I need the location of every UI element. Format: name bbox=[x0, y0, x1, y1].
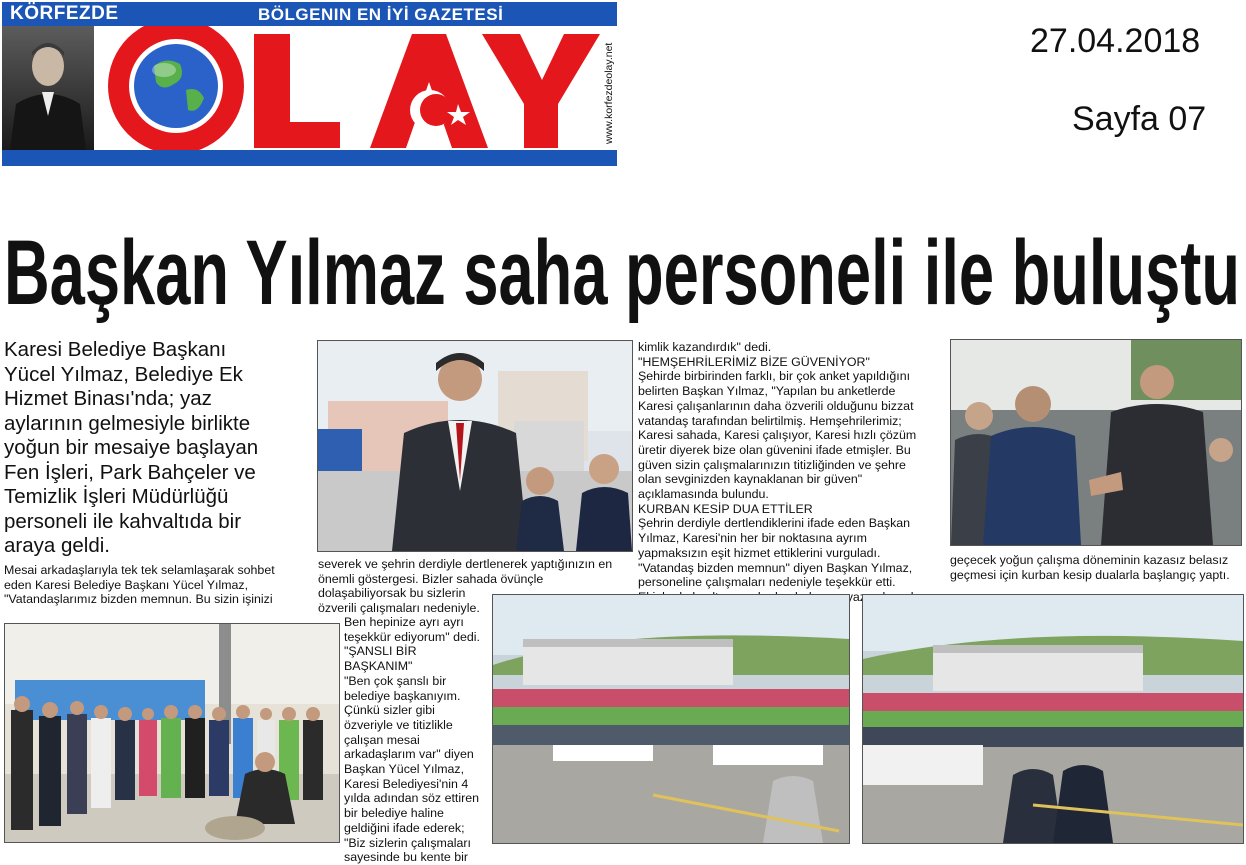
lead-paragraph bbox=[4, 338, 314, 559]
text-line: severek ve şehrin derdiyle dertlenerek yaptığınızın en bbox=[318, 557, 613, 571]
subheading: KURBAN KESİP DUA ETTİLER bbox=[638, 501, 813, 516]
subheading: "HEMŞEHRİLERİMİZ BİZE GÜVENİYOR" bbox=[638, 354, 870, 369]
lead-line: Temizlik İşleri Müdürlüğü bbox=[4, 485, 229, 508]
text-line: çalışan mesai bbox=[344, 732, 420, 747]
text-line: sayesinde bu kente bir bbox=[344, 850, 468, 865]
headline-text: Başkan Yılmaz saha personeli ile buluştu bbox=[4, 222, 1240, 324]
text-line: "Ben çok şanslı bir bbox=[344, 673, 447, 688]
photo-handshake bbox=[950, 339, 1242, 546]
lead-line: personeli ile kahvaltıda bir bbox=[4, 509, 242, 533]
site-url-text: www.korfezdeolay.net bbox=[603, 42, 615, 144]
portrait-image bbox=[2, 26, 94, 150]
photo-breakfast-tables-1 bbox=[492, 594, 850, 844]
lead-line: Karesi Belediye Başkanı bbox=[4, 338, 227, 361]
olay-logo bbox=[94, 26, 600, 150]
lead-line: Yücel Yılmaz, Belediye Ek bbox=[4, 362, 243, 386]
text-line: eden Karesi Belediye Başkanı Yücel Yılmaz, bbox=[4, 577, 249, 592]
crowd-rows bbox=[493, 689, 849, 745]
subheading: "ŞANSLI BİR bbox=[344, 644, 417, 659]
text-line: üretir diyerek bize olan güvenini ifade etmişler. Bu bbox=[638, 442, 911, 457]
text-line: arkadaşlarım var" diyen bbox=[344, 747, 474, 762]
text-line: güven sizin çalışmalarınızın titizliğinden ve şehre bbox=[638, 457, 906, 472]
text-line: Karesi çalışanlarının daha özverili olduğunu bizzat bbox=[638, 398, 914, 413]
text-line: açıklamasında bulundu. bbox=[638, 487, 769, 502]
text-line: Çünkü sizler gibi bbox=[344, 703, 435, 718]
article-column-4 bbox=[950, 553, 1244, 582]
article-headline bbox=[4, 220, 1244, 326]
article-column-3 bbox=[638, 340, 950, 605]
page-number: Sayfa 07 bbox=[1072, 100, 1207, 138]
text-line: teşekkür ediyorum" dedi. bbox=[344, 629, 480, 644]
photo-mayor-smiling bbox=[317, 340, 633, 552]
lead-line: aylarının gelmesiyle birlikte bbox=[4, 411, 251, 435]
newspaper-masthead bbox=[2, 2, 617, 168]
text-line: kimlik kazandırdık" dedi. bbox=[638, 340, 772, 354]
text-line: geldiğini ifade ederek; bbox=[344, 820, 465, 835]
text-line: yaz bbox=[846, 589, 866, 604]
text-line: olan sevginizden kaynaklanan bir güven" bbox=[638, 472, 863, 487]
text-line: Karesi sahada, Karesi çalışıyor, Karesi hızlı çözüm bbox=[638, 428, 917, 443]
text-line: Mesai arkadaşlarıyla tek tek selamlaşarak sohbet bbox=[4, 563, 275, 577]
text-line: dolaşabiliyorsak bu sizlerin bbox=[318, 586, 466, 601]
text-line: Şehrin derdiyle dertlendiklerini ifade eden Başkan bbox=[638, 516, 911, 531]
text-line: Karesi Belediyesi'nin 4 bbox=[344, 776, 469, 791]
globe-icon bbox=[134, 44, 218, 128]
lead-line: Fen İşleri, Park Bahçeler ve bbox=[4, 460, 256, 484]
site-url bbox=[600, 36, 616, 146]
masthead-bottom-band bbox=[2, 150, 617, 166]
text-line: Şehirde birbirinden farklı, bir çok anket yapıldığını bbox=[638, 369, 911, 384]
text-line: özverili çalışmaları nedeniyle. bbox=[318, 601, 480, 616]
text-line: belediye başkanıyım. bbox=[344, 688, 461, 703]
article-column-2-narrow bbox=[344, 615, 484, 865]
text-line: "Biz sizlerin çalışmaları bbox=[344, 835, 471, 850]
lead-line: Hizmet Binası'nda; yaz bbox=[4, 387, 212, 410]
text-line: geçmesi için kurban kesip dualarla başlangıç yaptı. bbox=[950, 567, 1230, 582]
text-line: önemli göstergesi. Bizler sahada övünçle bbox=[318, 571, 544, 586]
lead-line: yoğun bir mesaiye başlayan bbox=[4, 436, 259, 459]
intro-text bbox=[4, 563, 310, 607]
text-line: "Vatandaşlarımız bizden memnun. Bu sizin işinizi bbox=[4, 592, 273, 607]
masthead-slogan: BÖLGENIN EN İYİ GAZETESİ bbox=[258, 5, 504, 24]
text-line: geçecek yoğun çalışma döneminin kazasız belasız bbox=[950, 553, 1229, 567]
issue-date: 27.04.2018 bbox=[1030, 22, 1201, 60]
text-line: Başkan Yücel Yılmaz, bbox=[344, 762, 465, 777]
text-line: Yılmaz, Karesi'nin her bir noktasına ayrım bbox=[638, 531, 867, 546]
lead-line: araya geldi. bbox=[4, 534, 110, 557]
photo-staff-prayer bbox=[4, 623, 340, 843]
text-line: belirten Başkan Yılmaz, "Yapılan bu anketlerde bbox=[638, 384, 896, 399]
text-line: Ben hepinize ayrı ayrı bbox=[344, 615, 464, 629]
photo-breakfast-tables-2 bbox=[862, 594, 1244, 844]
text-line: "Vatandaş bizden memnun" diyen Başkan Yılmaz, bbox=[638, 560, 913, 575]
masthead-brand-small: KÖRFEZDE bbox=[10, 3, 119, 24]
subheading: BAŞKANIM" bbox=[344, 659, 413, 674]
text-line: yapmaksızın eşit hizmet ettiklerini vurguladı. bbox=[638, 545, 881, 560]
text-line: personeline çalışmaları nedeniyle teşekkür etti. bbox=[638, 575, 896, 590]
text-line: özveriyle ve titizlikle bbox=[344, 717, 453, 732]
text-line: yılda adından söz ettiren bbox=[344, 791, 480, 806]
text-line: bir belediye haline bbox=[344, 806, 444, 821]
crowd-rows bbox=[863, 693, 1243, 747]
text-line: vatandaş tarafından belirtilmiş. Hemşehrilerimiz; bbox=[638, 413, 902, 428]
